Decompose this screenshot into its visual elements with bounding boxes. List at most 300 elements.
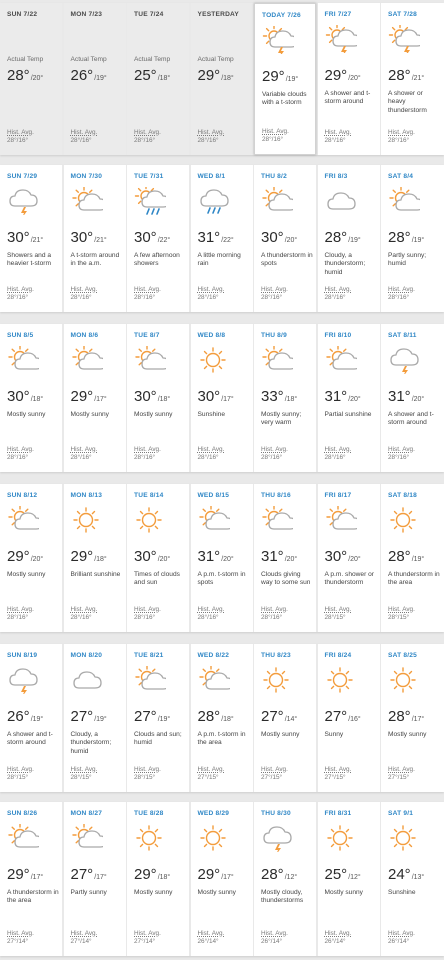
day-label[interactable]: SAT 8/25 xyxy=(388,652,417,659)
low-temp: /17° xyxy=(411,716,425,723)
high-temp: 28° xyxy=(388,67,411,84)
hist-avg-value: 28°/16° xyxy=(261,614,283,622)
temperature xyxy=(325,229,361,247)
hist-avg-label: Hist. Avg. xyxy=(197,445,225,453)
hist-avg-value: 28°/16° xyxy=(134,454,156,462)
hist-avg-value: 28°/16° xyxy=(134,294,156,302)
sun-cloud-icon xyxy=(7,824,39,852)
historical-average xyxy=(198,286,225,303)
condition-text: Times of clouds and sun xyxy=(134,571,180,587)
day-cell[interactable] xyxy=(0,165,62,312)
day-cell[interactable] xyxy=(64,644,126,792)
hist-avg-value: 28°/16° xyxy=(7,294,29,302)
high-temp: 28° xyxy=(7,67,30,84)
condition-text: A shower and t-storm around xyxy=(388,411,434,427)
hist-avg-value: 27°/14° xyxy=(70,938,92,946)
hist-avg-value: 28°/16° xyxy=(70,294,92,302)
condition-text: Brilliant sunshine xyxy=(70,571,121,578)
temperature xyxy=(7,708,43,726)
hist-avg-value: 28°/16° xyxy=(7,137,29,145)
historical-average xyxy=(198,606,225,623)
temperature xyxy=(261,708,297,726)
condition-text: A little morning rain xyxy=(197,252,241,268)
historical-average xyxy=(261,286,288,303)
day-cell[interactable] xyxy=(127,802,189,956)
day-cell[interactable] xyxy=(381,324,444,472)
hist-avg-label: Hist. Avg. xyxy=(197,285,225,293)
low-temp: /20° xyxy=(348,75,361,82)
low-temp: /19° xyxy=(94,75,107,82)
day-cell[interactable] xyxy=(64,3,126,155)
condition-text: A thunderstorm in the area xyxy=(7,889,59,905)
high-temp: 29° xyxy=(262,68,285,85)
day-label[interactable]: FRI 8/31 xyxy=(324,810,352,817)
condition-text: Mostly sunny xyxy=(261,731,300,738)
sun-icon xyxy=(325,824,357,852)
sun-icon xyxy=(134,506,166,534)
high-temp: 31° xyxy=(324,388,348,405)
cloud-storm-icon xyxy=(7,187,39,215)
day-label[interactable]: SUN 7/29 xyxy=(7,173,38,180)
day-cell[interactable] xyxy=(318,802,380,956)
day-cell[interactable] xyxy=(191,644,253,792)
temperature xyxy=(134,548,170,566)
hist-avg-value: 26°/14° xyxy=(324,938,346,946)
hist-avg-value: 26°/14° xyxy=(197,938,219,946)
sun-icon xyxy=(388,666,420,694)
day-label[interactable]: TODAY 7/26 xyxy=(262,12,301,19)
day-cell[interactable] xyxy=(127,3,189,155)
day-label[interactable]: SUN 7/22 xyxy=(7,11,38,18)
day-label[interactable]: SAT 7/28 xyxy=(388,11,417,18)
sun-cloud-storm-icon xyxy=(262,26,294,54)
historical-average xyxy=(388,446,415,463)
day-label[interactable]: WED 8/1 xyxy=(197,173,226,180)
high-temp: 27° xyxy=(70,866,94,883)
sun-cloud-icon xyxy=(198,506,230,534)
condition-text: Mostly sunny xyxy=(134,411,173,418)
sun-icon xyxy=(71,506,103,534)
high-temp: 31° xyxy=(261,548,284,565)
hist-avg-label: Hist. Avg. xyxy=(388,929,415,937)
condition-text: Mostly sunny xyxy=(197,889,236,896)
hist-avg-value: 28°/16° xyxy=(197,137,219,145)
historical-average xyxy=(198,129,225,146)
hist-avg-value: 28°/15° xyxy=(388,614,410,622)
historical-average xyxy=(325,766,352,783)
day-cell[interactable] xyxy=(318,484,380,632)
week-row xyxy=(0,644,444,792)
day-label[interactable]: SAT 9/1 xyxy=(388,810,414,817)
high-temp: 30° xyxy=(197,388,221,405)
hist-avg-value: 28°/16° xyxy=(261,294,283,302)
hist-avg-label: Hist. Avg. xyxy=(388,128,415,136)
temperature xyxy=(261,229,297,247)
sun-cloud-icon xyxy=(325,506,357,534)
historical-average xyxy=(325,129,352,146)
low-temp: /18° xyxy=(284,396,298,403)
day-label[interactable]: MON 7/23 xyxy=(70,11,103,18)
condition-text: A p.m. t-storm in spots xyxy=(197,571,246,587)
temperature xyxy=(388,229,424,247)
day-label[interactable]: MON 8/13 xyxy=(70,492,103,499)
hist-avg-label: Hist. Avg. xyxy=(70,285,98,293)
day-cell[interactable] xyxy=(254,324,316,472)
hist-avg-value: 28°/16° xyxy=(70,454,92,462)
temperature xyxy=(71,229,107,247)
high-temp: 28° xyxy=(388,548,411,565)
sun-cloud-icon xyxy=(7,506,39,534)
day-cell[interactable] xyxy=(127,484,189,632)
hist-avg-value: 28°/16° xyxy=(134,614,156,622)
day-label[interactable]: MON 8/27 xyxy=(70,810,103,817)
day-cell[interactable] xyxy=(254,644,316,792)
day-cell[interactable] xyxy=(0,324,62,472)
condition-text: A t-storm around in the a.m. xyxy=(70,252,120,268)
condition-text: A shower and t-storm around xyxy=(7,731,53,747)
high-temp: 31° xyxy=(197,548,221,565)
historical-average xyxy=(388,930,415,947)
temperature xyxy=(388,866,424,884)
hist-avg-label: Hist. Avg. xyxy=(324,445,352,453)
low-temp: /21° xyxy=(94,237,107,244)
temperature xyxy=(134,229,170,247)
hist-avg-value: 28°/15° xyxy=(7,774,29,782)
hist-avg-label: Hist. Avg. xyxy=(70,929,98,937)
hist-avg-label: Hist. Avg. xyxy=(261,285,288,293)
condition-text: A shower or heavy thunderstorm xyxy=(388,90,427,114)
hist-avg-value: 28°/16° xyxy=(70,614,92,622)
day-label[interactable]: MON 7/30 xyxy=(70,173,103,180)
day-cell[interactable] xyxy=(0,3,62,155)
day-label[interactable]: THU 8/2 xyxy=(261,173,287,180)
actual-temp-label: Actual Temp xyxy=(134,56,171,63)
high-temp: 30° xyxy=(134,548,157,565)
day-label[interactable]: THU 8/23 xyxy=(261,652,291,659)
hist-avg-value: 28°/16° xyxy=(324,294,346,302)
day-cell[interactable] xyxy=(191,324,253,472)
high-temp: 30° xyxy=(70,229,94,246)
day-cell[interactable] xyxy=(191,165,253,312)
historical-average xyxy=(325,286,352,303)
cloud-storm-icon xyxy=(388,346,420,374)
day-label[interactable]: SUN 8/12 xyxy=(7,492,38,499)
day-label[interactable]: FRI 8/24 xyxy=(324,652,352,659)
day-cell[interactable] xyxy=(254,802,316,956)
day-label[interactable]: WED 8/8 xyxy=(197,332,226,339)
low-temp: /17° xyxy=(94,396,107,403)
high-temp: 31° xyxy=(197,229,221,246)
actual-temp-label: Actual Temp xyxy=(7,56,44,63)
sun-cloud-rain-icon xyxy=(134,187,166,215)
hist-avg-label: Hist. Avg. xyxy=(261,765,288,773)
historical-average xyxy=(71,930,98,947)
hist-avg-value: 28°/16° xyxy=(388,137,410,145)
hist-avg-label: Hist. Avg. xyxy=(261,605,288,613)
historical-average xyxy=(134,286,161,303)
week-row xyxy=(0,484,444,632)
high-temp: 27° xyxy=(70,708,94,725)
day-cell[interactable] xyxy=(254,3,316,155)
low-temp: /16° xyxy=(348,716,361,723)
hist-avg-label: Hist. Avg. xyxy=(197,605,225,613)
condition-text: Mostly sunny xyxy=(324,889,363,896)
day-cell[interactable] xyxy=(191,484,253,632)
hist-avg-value: 28°/16° xyxy=(324,137,346,145)
day-cell[interactable] xyxy=(191,802,253,956)
day-label[interactable]: TUE 7/31 xyxy=(134,173,164,180)
historical-average xyxy=(388,286,415,303)
condition-text: Partly sunny xyxy=(70,889,107,896)
temperature xyxy=(198,67,234,85)
day-cell[interactable] xyxy=(254,165,316,312)
hist-avg-label: Hist. Avg. xyxy=(134,765,161,773)
day-label[interactable]: MON 8/20 xyxy=(70,652,103,659)
condition-text: Mostly sunny xyxy=(134,889,173,896)
sun-icon xyxy=(198,824,230,852)
day-label[interactable]: SUN 8/26 xyxy=(7,810,38,817)
day-cell[interactable] xyxy=(381,165,444,312)
temperature xyxy=(325,708,361,726)
temperature xyxy=(7,67,43,85)
historical-average xyxy=(261,930,288,947)
day-cell[interactable] xyxy=(318,324,380,472)
condition-text: Mostly sunny xyxy=(7,411,46,418)
day-label[interactable]: TUE 8/14 xyxy=(134,492,164,499)
day-label[interactable]: WED 8/22 xyxy=(197,652,230,659)
low-temp: /19° xyxy=(94,716,107,723)
day-label[interactable]: FRI 8/3 xyxy=(324,173,348,180)
temperature xyxy=(261,388,297,406)
high-temp: 28° xyxy=(261,866,284,883)
hist-avg-value: 27°/15° xyxy=(261,774,283,782)
condition-text: Partial sunshine xyxy=(324,411,372,418)
hist-avg-value: 28°/16° xyxy=(197,614,219,622)
day-label[interactable]: THU 8/9 xyxy=(261,332,287,339)
temperature xyxy=(134,708,170,726)
sun-icon xyxy=(325,666,357,694)
temperature xyxy=(262,68,298,86)
hist-avg-value: 28°/16° xyxy=(197,294,219,302)
day-label[interactable]: TUE 7/24 xyxy=(134,11,164,18)
hist-avg-label: Hist. Avg. xyxy=(388,445,415,453)
high-temp: 29° xyxy=(7,548,30,565)
low-temp: /12° xyxy=(284,874,298,881)
actual-temp-label: Actual Temp xyxy=(197,56,234,63)
temperature xyxy=(388,708,424,726)
day-cell[interactable] xyxy=(0,644,62,792)
hist-avg-label: Hist. Avg. xyxy=(324,765,352,773)
hist-avg-label: Hist. Avg. xyxy=(7,128,34,136)
historical-average xyxy=(388,606,415,623)
low-temp: /17° xyxy=(221,874,234,881)
day-cell[interactable] xyxy=(191,3,253,155)
historical-average xyxy=(71,286,98,303)
sun-cloud-icon xyxy=(71,187,103,215)
high-temp: 30° xyxy=(134,229,157,246)
day-cell[interactable] xyxy=(127,165,189,312)
temperature xyxy=(71,388,107,406)
sun-cloud-storm-icon xyxy=(325,25,357,53)
day-label[interactable]: THU 8/30 xyxy=(261,810,291,817)
day-label[interactable]: SAT 8/4 xyxy=(388,173,414,180)
sun-cloud-storm-icon xyxy=(388,25,420,53)
condition-text: A thunderstorm in the area xyxy=(388,571,440,587)
temperature xyxy=(7,229,43,247)
day-label[interactable]: FRI 7/27 xyxy=(324,11,352,18)
historical-average xyxy=(198,766,225,783)
historical-average xyxy=(134,446,161,463)
day-cell[interactable] xyxy=(127,324,189,472)
day-cell[interactable] xyxy=(0,802,62,956)
condition-text: Partly sunny; humid xyxy=(388,252,427,268)
week-row xyxy=(0,802,444,956)
low-temp: /21° xyxy=(411,75,425,82)
high-temp: 30° xyxy=(261,229,284,246)
low-temp: /22° xyxy=(157,237,171,244)
day-label[interactable]: SAT 8/11 xyxy=(388,332,417,339)
day-cell[interactable] xyxy=(318,644,380,792)
high-temp: 28° xyxy=(388,229,411,246)
hist-avg-label: Hist. Avg. xyxy=(388,605,415,613)
condition-text: Sunshine xyxy=(388,889,416,896)
historical-average xyxy=(134,766,161,783)
day-label[interactable]: TUE 8/28 xyxy=(134,810,164,817)
condition-text: Cloudy, a thunderstorm; humid xyxy=(70,731,112,755)
temperature xyxy=(261,548,297,566)
low-temp: /19° xyxy=(157,716,171,723)
high-temp: 29° xyxy=(70,548,94,565)
day-label[interactable]: WED 8/15 xyxy=(197,492,230,499)
hist-avg-value: 28°/16° xyxy=(261,454,283,462)
hist-avg-value: 28°/16° xyxy=(7,454,29,462)
condition-text: Showers and a heavier t-storm xyxy=(7,252,51,268)
low-temp: /18° xyxy=(157,396,171,403)
day-label[interactable]: SUN 8/19 xyxy=(7,652,38,659)
hist-avg-label: Hist. Avg. xyxy=(70,765,98,773)
condition-text: Mostly cloudy, thunderstorms xyxy=(261,889,304,905)
historical-average xyxy=(7,446,34,463)
day-cell[interactable] xyxy=(381,644,444,792)
actual-temp-label: Actual Temp xyxy=(70,56,107,63)
hist-avg-label: Hist. Avg. xyxy=(388,285,415,293)
hist-avg-value: 28°/16° xyxy=(262,136,284,144)
hist-avg-value: 28°/16° xyxy=(70,137,92,145)
day-label[interactable]: TUE 8/7 xyxy=(134,332,160,339)
day-cell[interactable] xyxy=(127,644,189,792)
temperature xyxy=(388,67,424,85)
high-temp: 25° xyxy=(134,67,157,84)
sun-cloud-icon xyxy=(134,666,166,694)
low-temp: /20° xyxy=(411,396,425,403)
low-temp: /18° xyxy=(157,874,171,881)
hist-avg-value: 28°/16° xyxy=(388,294,410,302)
high-temp: 24° xyxy=(388,866,411,883)
high-temp: 29° xyxy=(70,388,94,405)
temperature xyxy=(325,866,361,884)
high-temp: 30° xyxy=(7,388,30,405)
day-label[interactable]: SUN 8/5 xyxy=(7,332,34,339)
high-temp: 28° xyxy=(388,708,411,725)
day-label[interactable]: WED 8/29 xyxy=(197,810,230,817)
day-cell[interactable] xyxy=(381,484,444,632)
sun-icon xyxy=(388,506,420,534)
sun-cloud-icon xyxy=(388,187,420,215)
historical-average xyxy=(134,129,161,146)
day-label[interactable]: FRI 8/10 xyxy=(324,332,352,339)
sun-cloud-icon xyxy=(134,346,166,374)
temperature xyxy=(198,708,234,726)
day-label[interactable]: YESTERDAY xyxy=(197,11,239,18)
hist-avg-label: Hist. Avg. xyxy=(324,285,352,293)
low-temp: /17° xyxy=(94,874,107,881)
hist-avg-label: Hist. Avg. xyxy=(7,765,34,773)
historical-average xyxy=(388,129,415,146)
hist-avg-value: 28°/16° xyxy=(324,454,346,462)
temperature xyxy=(71,67,107,85)
historical-average xyxy=(261,766,288,783)
historical-average xyxy=(262,128,289,145)
low-temp: /13° xyxy=(411,874,425,881)
day-cell[interactable] xyxy=(0,484,62,632)
condition-text: Mostly sunny xyxy=(70,411,109,418)
low-temp: /20° xyxy=(348,556,361,563)
hist-avg-value: 26°/14° xyxy=(261,938,283,946)
day-cell[interactable] xyxy=(254,484,316,632)
historical-average xyxy=(198,930,225,947)
temperature xyxy=(134,866,170,884)
low-temp: /20° xyxy=(221,556,234,563)
historical-average xyxy=(7,286,34,303)
day-cell[interactable] xyxy=(381,802,444,956)
day-label[interactable]: THU 8/16 xyxy=(261,492,291,499)
historical-average xyxy=(7,766,34,783)
week-row xyxy=(0,165,444,312)
temperature xyxy=(198,388,234,406)
day-label[interactable]: FRI 8/17 xyxy=(324,492,352,499)
temperature xyxy=(325,67,361,85)
condition-text: Variable clouds with a t-storm xyxy=(262,91,307,107)
hist-avg-label: Hist. Avg. xyxy=(134,445,161,453)
day-cell[interactable] xyxy=(64,165,126,312)
day-cell[interactable] xyxy=(318,3,380,155)
day-label[interactable]: MON 8/6 xyxy=(70,332,99,339)
sun-cloud-icon xyxy=(71,824,103,852)
high-temp: 30° xyxy=(134,388,157,405)
condition-text: Mostly sunny xyxy=(7,571,46,578)
temperature xyxy=(71,866,107,884)
day-cell[interactable] xyxy=(318,165,380,312)
high-temp: 29° xyxy=(324,67,348,84)
day-label[interactable]: TUE 8/21 xyxy=(134,652,164,659)
day-cell[interactable] xyxy=(64,802,126,956)
sun-cloud-icon xyxy=(198,666,230,694)
historical-average xyxy=(7,606,34,623)
hist-avg-label: Hist. Avg. xyxy=(197,929,225,937)
low-temp: /14° xyxy=(284,716,298,723)
low-temp: /19° xyxy=(411,237,425,244)
low-temp: /17° xyxy=(221,396,234,403)
sun-icon xyxy=(198,346,230,374)
temperature xyxy=(198,548,234,566)
temperature xyxy=(325,388,361,406)
day-cell[interactable] xyxy=(64,324,126,472)
hist-avg-label: Hist. Avg. xyxy=(7,285,34,293)
day-cell[interactable] xyxy=(64,484,126,632)
day-label[interactable]: SAT 8/18 xyxy=(388,492,417,499)
temperature xyxy=(388,388,424,406)
day-cell[interactable] xyxy=(381,3,444,155)
